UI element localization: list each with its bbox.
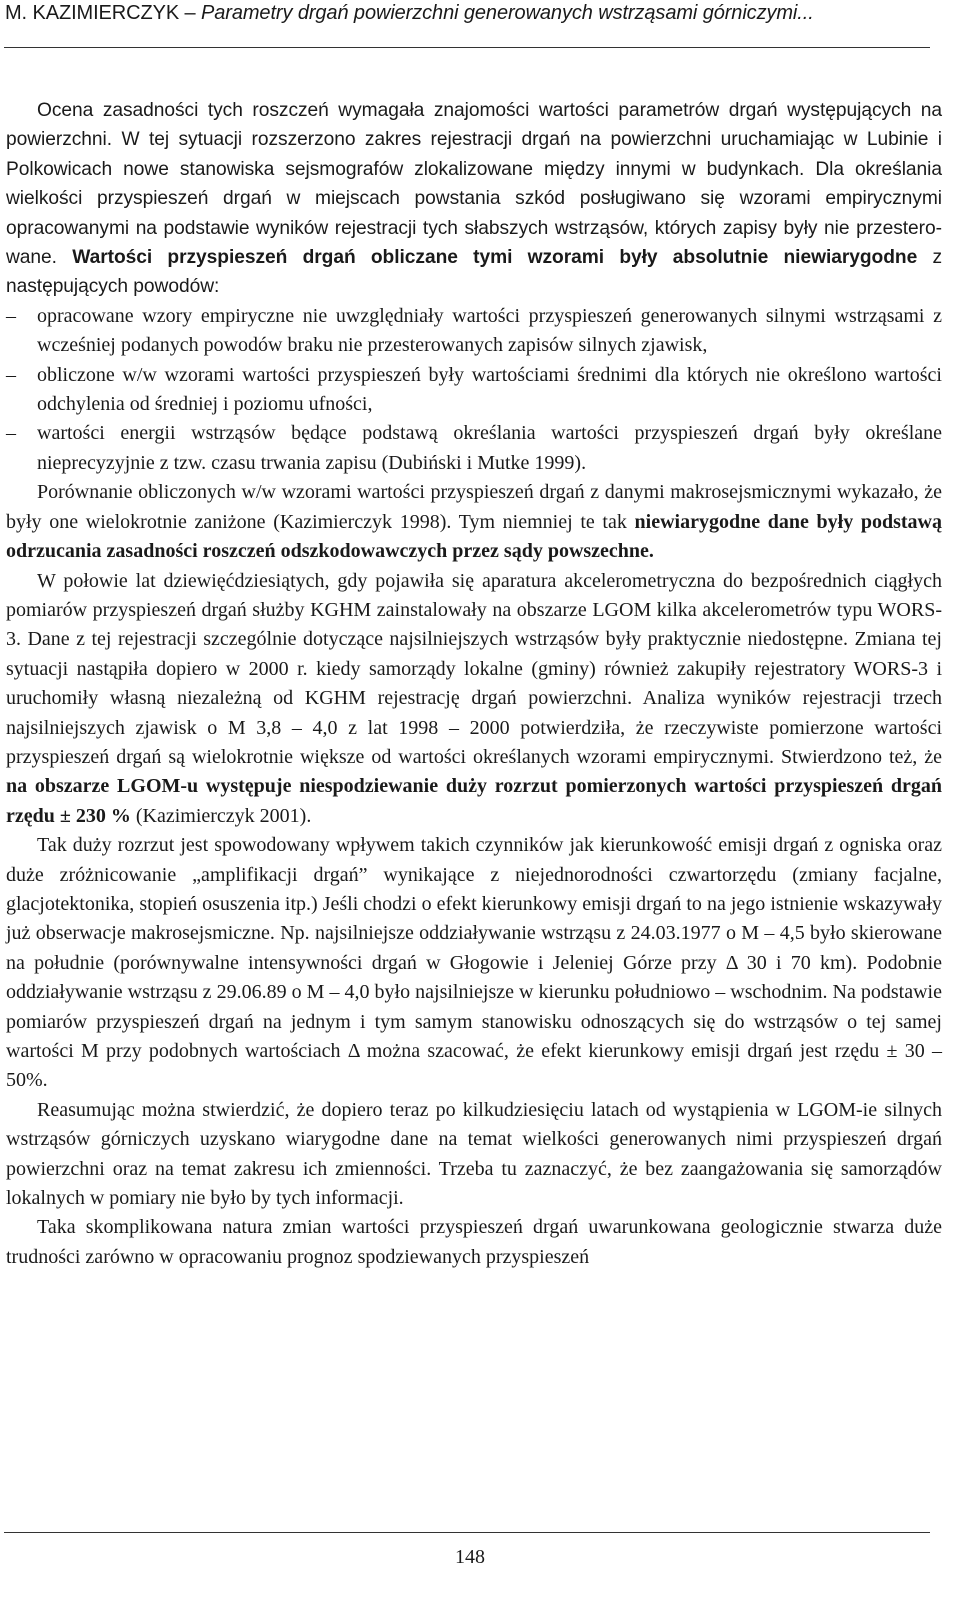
header-rule — [4, 47, 930, 48]
list-item — [6, 419, 942, 478]
list-item — [6, 302, 942, 361]
paragraph-4: Tak duży rozrzut jest spowodowany wpływem takich czynników jak kierunkowość emisji drgań z ogniska oraz duże zróżnicowanie „amplifikacji drgań” wynikające z niejednorodności czwartorzędu (zmiany facjalne, glacjotektonika, stopień osuszenia itp.) Jeśli chodzi o efekt kierunkowy emisji drgań to na jego istnienie wskazywały już obserwacje makrosejsmiczne. Np. najsilniejsze oddziaływanie wstrząsu z 24.03.1977 o M – 4,5 było skierowane na południe (porównywalne intensywności drgań w Głogowie i Jeleniej Górze przy Δ 30 i 70 km). Podobnie oddziaływanie wstrząsu z 29.06.89 o M – 4,0 było najsilniejsze w kierunku południowo – wschodnim. Na podstawie pomiarów przyspieszeń drgań na jednym i tym samym stanowisku odnoszących się do wstrząsów o tej samej wartości M przy podobnych wartościach Δ można szacować, że efekt kierunkowy emisji drgań jest rzędu ± 30 – 50%. — [6, 834, 942, 1092]
paragraph-2-text: Porównanie obliczonych w/w wzorami wartości przyspieszeń drgań z danymi makrosejsmicznymi wykazało, że były one wielokrotnie zaniżone (Kazimierczyk 1998). Tym niemniej te tak — [6, 481, 942, 533]
header-title: Parametry drgań powierzchni generowanych wstrząsami górniczymi... — [201, 2, 814, 24]
list-item-text: wartości energii wstrząsów będące podstawą określania wartości przyspieszeń drgań były określane nieprecyzyjnie z tzw. czasu trwania zapisu (Dubiński i Mutke 1999). — [37, 422, 942, 474]
paragraph-3-tail: (Kazimierczyk 2001). — [130, 804, 312, 827]
list-dash: – — [6, 363, 16, 386]
list-item-text: obliczone w/w wzorami wartości przyspieszeń były wartościami średnimi dla których nie określono wartości odchylenia od średniej i poziomu ufności, — [37, 363, 942, 416]
paragraph-3 — [6, 567, 942, 832]
reasons-list — [6, 302, 942, 478]
paragraph-1-bold: Wartości przyspieszeń drgań obliczane tymi wzorami były absolutnie niewiarygodne — [72, 247, 918, 269]
paragraph-1-text: Ocena zasadności tych roszczeń wymagała znajomości wartości parametrów drgań występujących na powierzchni. W tej sytuacji rozszerzono zakres rejestracji drgań na powierzchni uruchamiając w Lubinie i Polkowicach nowe stanowiska sejsmografów zlokalizowane między innymi w budynkach. Dla określania wielkości przyspieszeń drgań w miejscach powstania szkód posługiwano się wzorami empirycznymi opracowanymi na podstawie wyników rejestracji tych słabszych wstrząsów, których zapisy były nie przesterowane. — [6, 100, 942, 269]
list-item-text: opracowane wzory empiryczne nie uwzględniały wartości przyspieszeń generowanych silnymi wstrząsami z wcześniej podanych powodów braku nie przesterowanych zapisów silnych zjawisk, — [37, 304, 942, 357]
page-number: 148 — [455, 1546, 485, 1568]
list-dash: – — [6, 304, 16, 327]
footer-rule — [4, 1532, 930, 1533]
header-author: M. KAZIMIERCZYK – — [5, 2, 202, 24]
paragraph-3-bold: na obszarze LGOM-u występuje niespodziewanie duży rozrzut pomierzonych wartości przyspieszeń drgań rzędu ± 230 % — [6, 775, 942, 827]
list-item — [6, 361, 942, 420]
running-header — [5, 0, 945, 26]
paragraph-2-bold: niewiarygodne dane były podstawą odrzucania zasadności roszczeń odszkodowawczych przez sądy powszechne. — [6, 510, 942, 563]
paragraph-1 — [6, 96, 942, 302]
paragraph-3-text: W połowie lat dziewięćdziesiątych, gdy pojawiła się aparatura akcelerometryczna do bezpośrednich ciągłych pomiarów przyspieszeń drgań służby KGHM zainstalowały na obszarze LGOM kilka akcelerometrów typu WORS-3. Dane z tej rejestracji szczególnie dotyczące najsilniejszych wstrząsów były praktycznie niedostępne. Zmiana tej sytuacji nastąpiła dopiero w 2000 r. kiedy samorządy lokalne (gminy) również zakupiły rejestratory WORS-3 i uruchomiły własną niezależną od KGHM rejestrację drgań powierzchni. Analiza wyników rejestracji trzech najsilniejszych zjawisk o M 3,8 – 4,0 z lat 1998 – 2000 potwierdziła, że rzeczywiste pomierzone wartości przyspieszeń drgań są wielokrotnie większe od wartości określanych wzorami empirycznymi. Stwierdzono też, że — [6, 569, 942, 768]
body-text — [6, 96, 942, 1272]
paragraph-2 — [6, 478, 942, 566]
list-dash: – — [6, 422, 16, 445]
paragraph-1-tail: z następujących powodów: — [6, 247, 942, 298]
paragraph-5: Reasumując można stwierdzić, że dopiero teraz po kilkudziesięciu latach od wystąpienia w LGOM-ie silnych wstrząsów górniczych uzyskano wiarygodne dane na temat wielkości generowanych nimi przyspieszeń drgań powierzchni oraz na temat zakresu ich zmienności. Trzeba tu zaznaczyć, że bez zaangażowania się samorządów lokalnych w pomiary nie było by tych informacji. — [6, 1098, 942, 1210]
paragraph-6: Taka skomplikowana natura zmian wartości przyspieszeń drgań uwarunkowana geologicznie stwarza duże trudności zarówno w opracowaniu prognoz spodziewanych przyspieszeń — [6, 1216, 942, 1268]
